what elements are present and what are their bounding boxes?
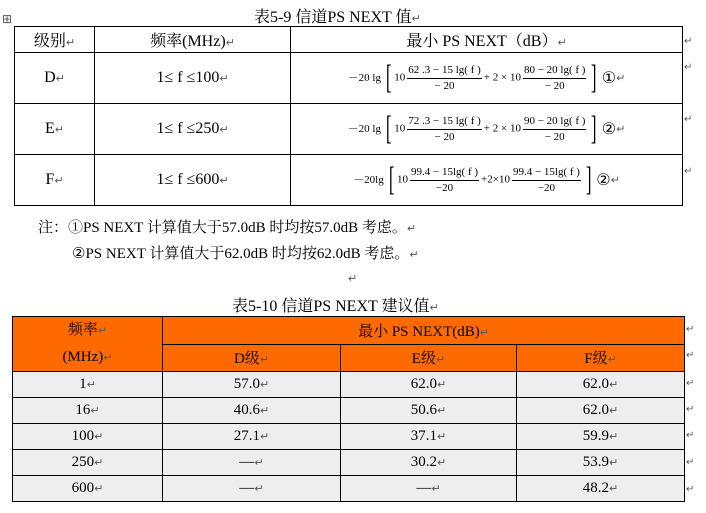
class-e-cell: 50.6↵	[341, 398, 517, 424]
frequency-cell: 1↵	[13, 372, 163, 398]
frequency-cell: 16↵	[13, 398, 163, 424]
paragraph-mark: ↵	[348, 272, 358, 285]
paragraph-mark: ↵	[429, 301, 439, 314]
table-move-anchor-icon[interactable]: ⊞	[2, 12, 13, 26]
class-d-cell: 57.0↵	[163, 372, 341, 398]
table-5-10-caption-text: 表5-10 信道PS NEXT 建议值	[232, 298, 430, 315]
psnext-formula: －20lg [ 10 $\frac{99.4 - 15\lg( f )}{-20}$ +2×10 $\frac{99.4 - 15\lg( f )}{-20}$ ]	[353, 161, 592, 198]
psnext-formula: －20 lg [ 10 $\frac{62 .3 - 15 \lg( f )}{- 20}$ + 2 × 10 $\frac{80 - 20 \lg( f )}{- 20}$ ]	[347, 59, 597, 96]
frequency-cell: 1≤ f ≤600↵	[95, 155, 291, 206]
class-f-cell: 62.0↵	[517, 372, 685, 398]
header-frequency: 频率(MHz)↵	[95, 27, 291, 53]
table-5-9-caption	[254, 4, 421, 27]
class-e-cell: 62.0↵	[341, 372, 517, 398]
note-ref: ①	[601, 70, 617, 87]
paragraph-mark: ↵	[684, 166, 693, 177]
table-5-9-header-row	[15, 27, 683, 53]
paragraph-mark: ↵	[686, 457, 695, 468]
header-class-f: F级↵	[517, 344, 685, 372]
class-f-cell: 53.9↵	[517, 450, 685, 476]
table-5-9	[14, 26, 683, 206]
formula-cell: －20 lg [ 10 $\frac{72 .3 - 15 \lg( f )}{- 20}$ + 2 × 10 $\frac{90 - 20 \lg( f )}{- 20}$ ] ②↵	[291, 104, 683, 155]
header-min-psnext: 最小 PS NEXT(dB)↵	[163, 317, 685, 345]
header-min-psnext: 最小 PS NEXT（dB）↵	[291, 27, 683, 53]
table-row	[13, 476, 685, 502]
paragraph-mark: ↵	[686, 430, 695, 441]
table-row	[13, 424, 685, 450]
paragraph-mark: ↵	[684, 114, 693, 125]
note-line-1: 注：①PS NEXT 计算值大于57.0dB 时均按57.0dB 考虑。↵	[38, 220, 417, 236]
class-f-cell: 48.2↵	[517, 476, 685, 502]
level-cell: F↵	[15, 155, 95, 206]
paragraph-mark: ↵	[684, 36, 693, 47]
header-level: 级别↵	[15, 27, 95, 53]
class-d-cell: —↵	[163, 476, 341, 502]
paragraph-mark: ↵	[686, 350, 695, 361]
class-e-cell: —↵	[341, 476, 517, 502]
paragraph-mark: ↵	[686, 484, 695, 495]
header-class-d: D级↵	[163, 344, 341, 372]
class-e-cell: 37.1↵	[341, 424, 517, 450]
note-ref: ②	[601, 121, 617, 138]
frequency-cell: 1≤ f ≤100↵	[95, 53, 291, 104]
frequency-cell: 250↵	[13, 450, 163, 476]
class-e-cell: 30.2↵	[341, 450, 517, 476]
level-cell: D↵	[15, 53, 95, 104]
header-class-e: E级↵	[341, 344, 517, 372]
table-row	[15, 155, 683, 206]
formula-cell: －20 lg [ 10 $\frac{62 .3 - 15 \lg( f )}{- 20}$ + 2 × 10 $\frac{80 - 20 \lg( f )}{- 20}$ ] ①↵	[291, 53, 683, 104]
table-row	[13, 450, 685, 476]
table-5-10	[12, 316, 685, 502]
frequency-cell: 100↵	[13, 424, 163, 450]
table-row	[13, 398, 685, 424]
paragraph-mark: ↵	[411, 12, 421, 25]
class-f-cell: 59.9↵	[517, 424, 685, 450]
class-d-cell: —↵	[163, 450, 341, 476]
table-row	[13, 372, 685, 398]
note-ref: ②	[596, 172, 611, 189]
table-5-10-header-row	[13, 317, 685, 345]
frequency-cell: 1≤ f ≤250↵	[95, 104, 291, 155]
frequency-cell: 600↵	[13, 476, 163, 502]
table-5-10-caption	[232, 293, 439, 316]
paragraph-mark: ↵	[684, 62, 693, 73]
header-frequency: 频率↵ (MHz)↵	[13, 317, 163, 372]
formula-cell: －20lg [ 10 $\frac{99.4 - 15\lg( f )}{-20}$ +2×10 $\frac{99.4 - 15\lg( f )}{-20}$ ] ②↵	[291, 155, 683, 206]
paragraph-mark: ↵	[686, 378, 695, 389]
level-cell: E↵	[15, 104, 95, 155]
note-line-2: ②PS NEXT 计算值大于62.0dB 时均按62.0dB 考虑。↵	[72, 246, 419, 262]
table-row	[15, 104, 683, 155]
psnext-formula: －20 lg [ 10 $\frac{72 .3 - 15 \lg( f )}{- 20}$ + 2 × 10 $\frac{90 - 20 \lg( f )}{- 20}$ ]	[347, 110, 597, 147]
paragraph-mark: ↵	[686, 404, 695, 415]
class-d-cell: 27.1↵	[163, 424, 341, 450]
class-d-cell: 40.6↵	[163, 398, 341, 424]
table-row	[15, 53, 683, 104]
class-f-cell: 62.0↵	[517, 398, 685, 424]
table-5-9-caption-text: 表5-9 信道PS NEXT 值	[254, 9, 412, 26]
paragraph-mark: ↵	[686, 324, 695, 335]
